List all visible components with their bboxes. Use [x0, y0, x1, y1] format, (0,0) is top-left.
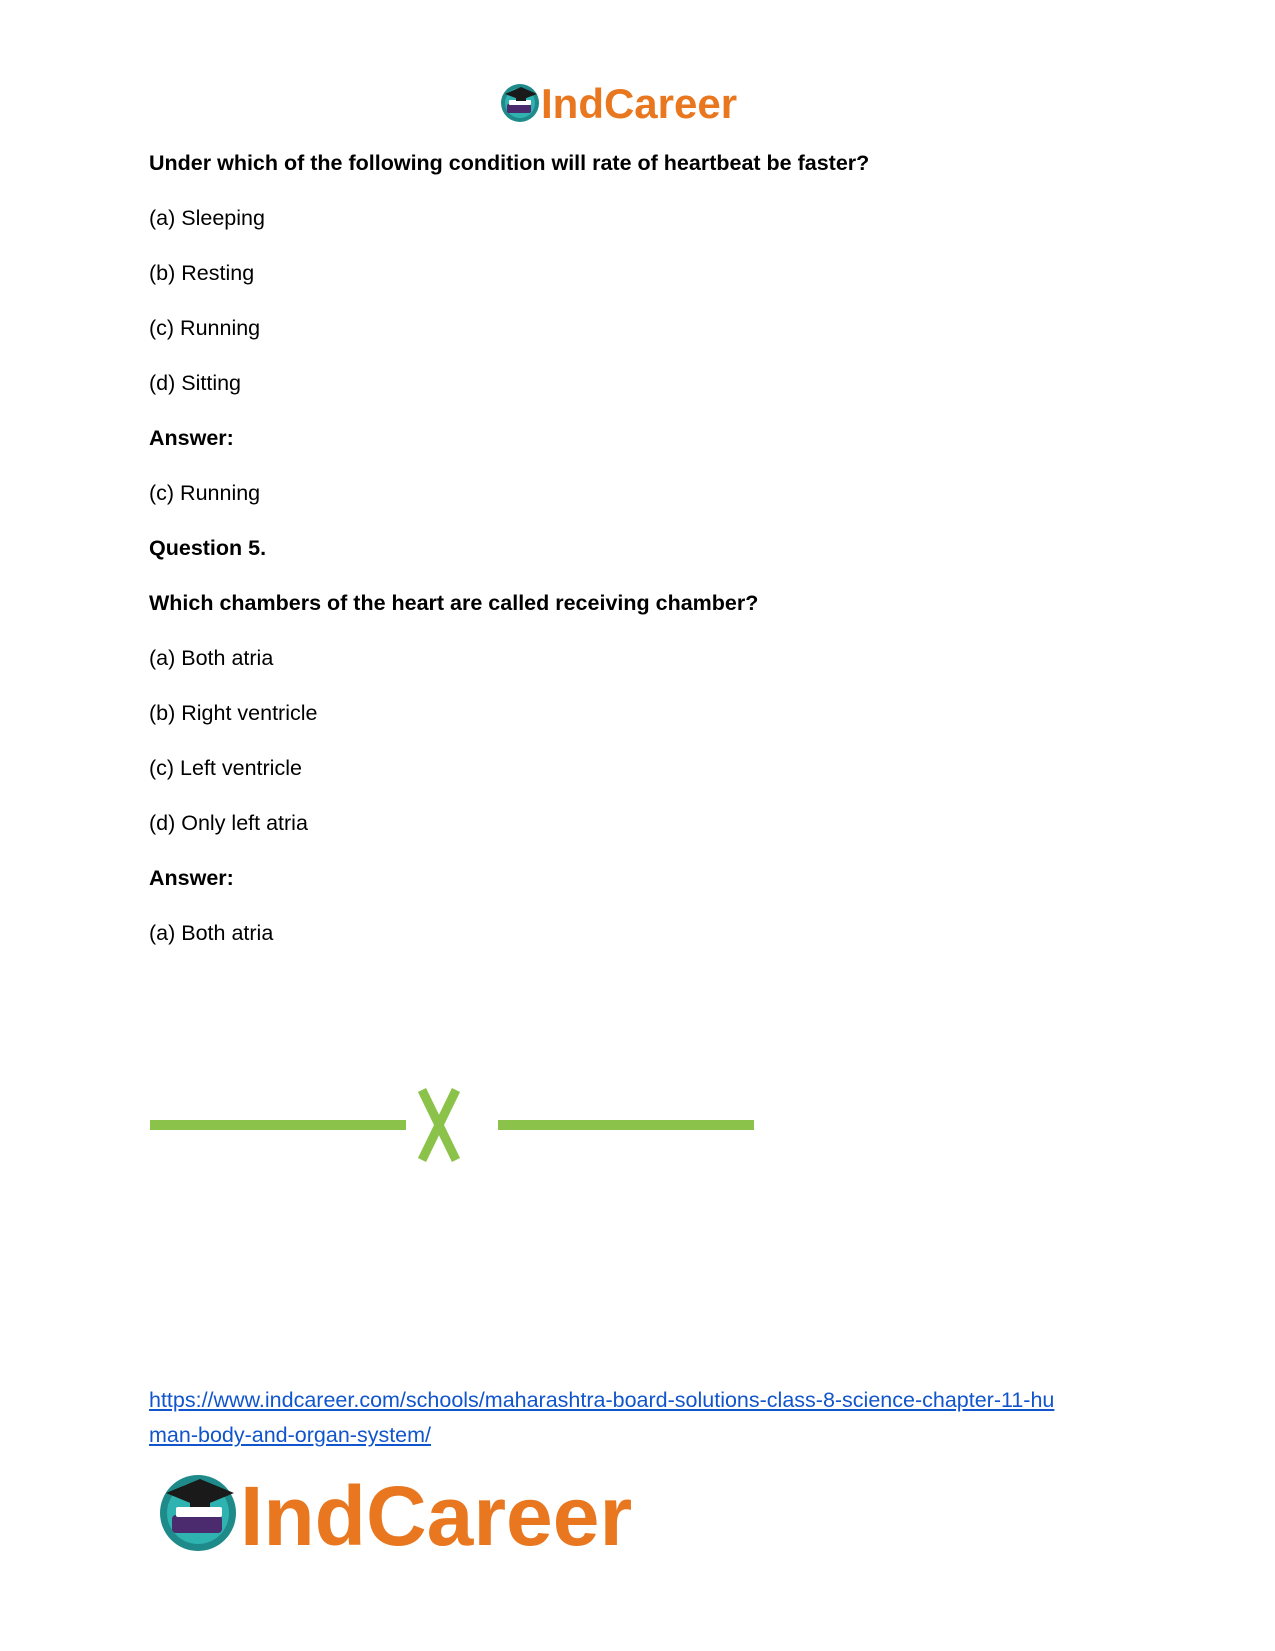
answer-label: Answer:	[149, 866, 234, 890]
section-separator	[150, 1085, 756, 1165]
option-c: (c) Running	[149, 316, 261, 340]
answer-text: (c) Running	[149, 481, 261, 505]
x-divider-icon	[422, 1090, 456, 1160]
graduation-book-icon	[501, 84, 539, 122]
separator-line-right	[498, 1120, 754, 1130]
option-d: (d) Only left atria	[149, 811, 308, 835]
logo-text: IndCareer	[541, 80, 738, 127]
question-text: Under which of the following condition will rate of heartbeat be faster?	[149, 151, 870, 175]
option-a: (a) Sleeping	[149, 206, 265, 230]
option-a: (a) Both atria	[149, 646, 274, 670]
answer-label: Answer:	[149, 426, 234, 450]
logo-text: IndCareer	[240, 1469, 633, 1560]
answer-text: (a) Both atria	[149, 921, 274, 945]
indcareer-logo-top	[499, 78, 775, 128]
indcareer-logo-bottom	[158, 1465, 698, 1560]
source-link-line1[interactable]: https://www.indcareer.com/schools/maharashtra-board-solutions-class-8-science-chapter-11-hu	[149, 1388, 1055, 1412]
source-link-line2[interactable]: man-body-and-organ-system/	[149, 1423, 432, 1447]
option-c: (c) Left ventricle	[149, 756, 302, 780]
separator-line-left	[150, 1120, 406, 1130]
graduation-book-icon	[160, 1475, 236, 1551]
question-heading: Question 5.	[149, 536, 267, 560]
option-b: (b) Right ventricle	[149, 701, 318, 725]
option-b: (b) Resting	[149, 261, 255, 285]
question-text: Which chambers of the heart are called receiving chamber?	[149, 591, 759, 615]
option-d: (d) Sitting	[149, 371, 242, 395]
